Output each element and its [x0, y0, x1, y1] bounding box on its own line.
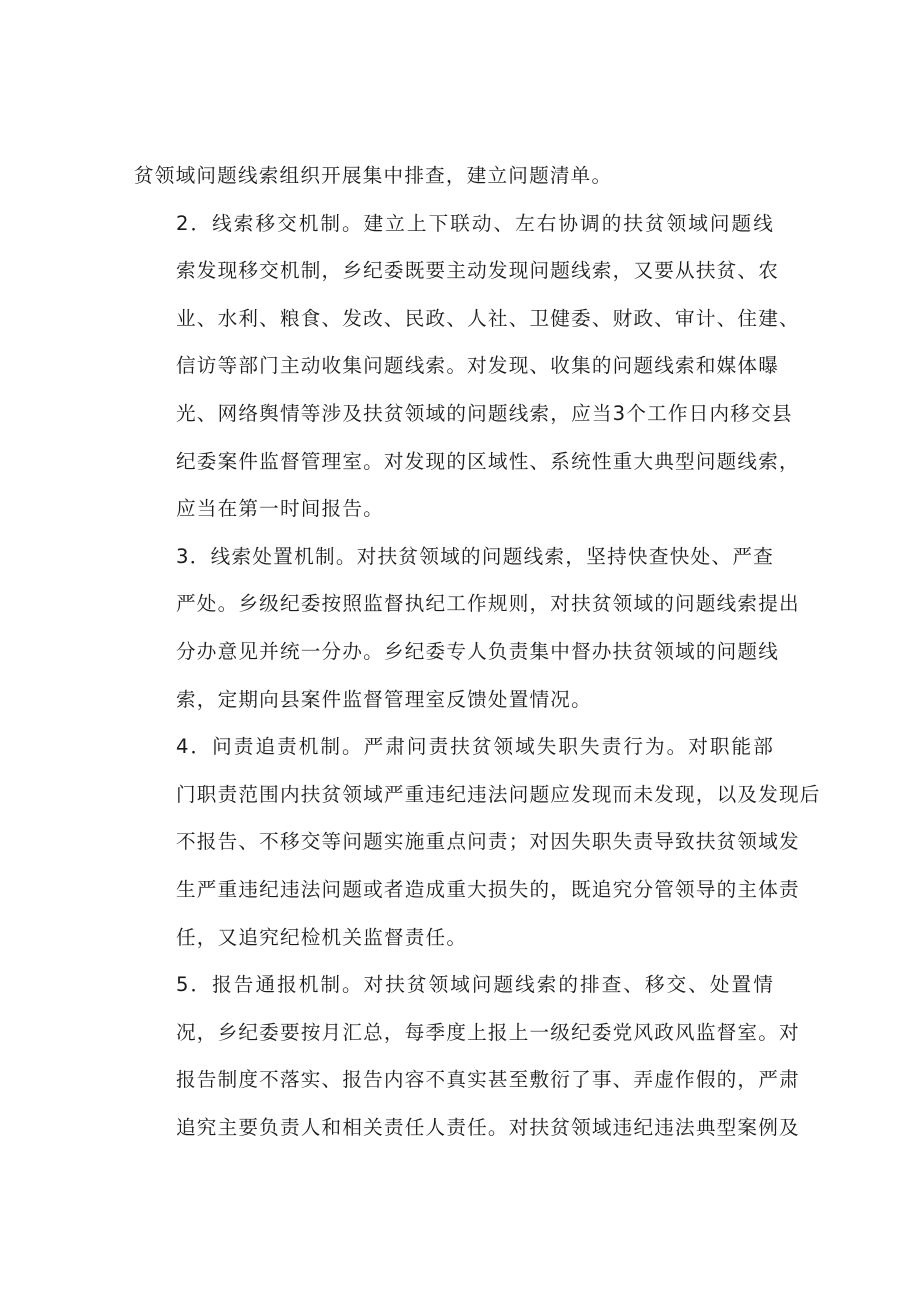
text-line: 业、水利、粮食、发改、民政、人社、卫健委、财政、审计、住建、: [176, 306, 800, 330]
text-line: 任，又追究纪检机关监督责任。: [176, 925, 468, 949]
text-line: 光、网络舆情等涉及扶贫领域的问题线索，应当3个工作日内移交县: [176, 401, 793, 425]
text-line: 严处。乡级纪委按照监督执纪工作规则，对扶贫领域的问题线索提出: [176, 592, 800, 616]
text-line: 2．线索移交机制。建立上下联动、左右协调的扶贫领域问题线: [176, 211, 774, 235]
text-line: 生严重违纪违法问题或者造成重大损失的，既追究分管领导的主体责: [176, 877, 800, 901]
text-line: 分办意见并统一分办。乡纪委专人负责集中督办扶贫领域的问题线: [176, 639, 780, 663]
paragraph-accountability-mechanism: [134, 723, 821, 961]
paragraph-clue-handling-mechanism: [134, 533, 800, 723]
paragraph-continuation: [134, 152, 774, 200]
text-line: 门职责范围内扶贫领域严重违纪违法问题应发现而未发现，以及发现后: [176, 782, 821, 806]
text-line: 索，定期向县案件监督管理室反馈处置情况。: [176, 687, 592, 711]
text-line: 索发现移交机制，乡纪委既要主动发现问题线索，又要从扶贫、农: [176, 259, 780, 283]
text-line: 报告制度不落实、报告内容不真实甚至敷衍了事、弄虚作假的，严肃: [176, 1068, 800, 1092]
text-line: 应当在第一时间报告。: [176, 497, 384, 521]
text-line: 4．问责追责机制。严肃问责扶贫领域失职失责行为。对职能部: [176, 735, 774, 759]
document-body: [134, 152, 821, 1151]
paragraph-clue-transfer-mechanism: [134, 200, 800, 533]
text-line: 不报告、不移交等问题实施重点问责；对因失职失责导致扶贫领域发: [176, 830, 800, 854]
text-line: 5．报告通报机制。对扶贫领域问题线索的排查、移交、处置情: [176, 973, 774, 997]
paragraph-reporting-mechanism: [134, 961, 800, 1151]
text-line: 贫领域问题线索组织开展集中排查，建立问题清单。: [134, 164, 613, 187]
text-line: 纪委案件监督管理室。对发现的区域性、系统性重大典型问题线索，: [176, 449, 800, 473]
text-line: 追究主要负责人和相关责任人责任。对扶贫领域违纪违法典型案例及: [176, 1115, 800, 1139]
text-line: 3．线索处置机制。对扶贫领域的问题线索，坚持快查快处、严查: [176, 544, 774, 568]
text-line: 信访等部门主动收集问题线索。对发现、收集的问题线索和媒体曝: [176, 354, 780, 378]
text-line: 况，乡纪委要按月汇总，每季度上报上一级纪委党风政风监督室。对: [176, 1020, 800, 1044]
